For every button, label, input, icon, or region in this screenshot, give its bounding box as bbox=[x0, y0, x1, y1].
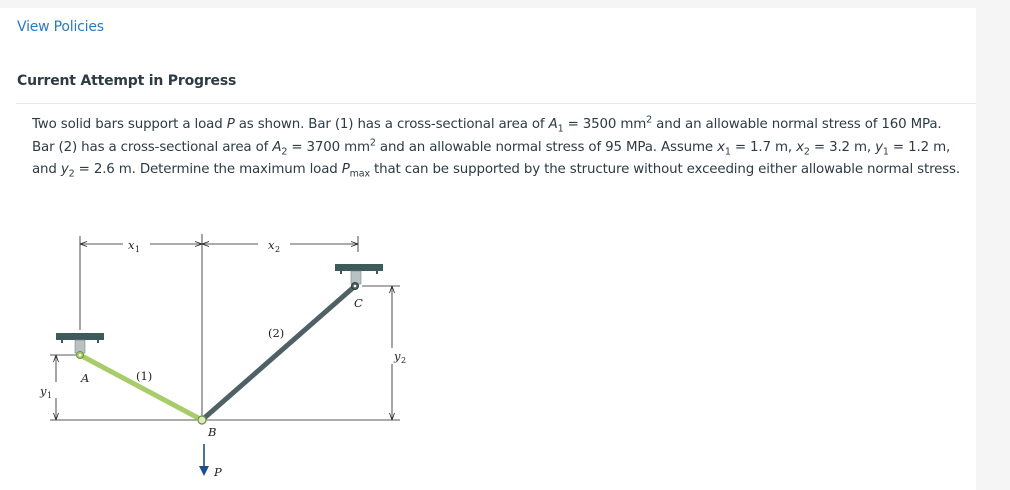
x2-label: x bbox=[268, 238, 275, 252]
joint-b bbox=[198, 416, 206, 424]
y1-label: y bbox=[40, 384, 47, 398]
structure-diagram bbox=[28, 230, 418, 490]
current-attempt-heading: Current Attempt in Progress bbox=[17, 73, 237, 89]
load-p-label: P bbox=[214, 465, 222, 479]
question-text: Two solid bars support a load P as shown. Bar (1) has a cross-sectional area of $A_1 = 3500$ $mm^2$ and an allowable normal stress of 160 MPa. Bar (2) has a cross-sectional area of $A_2 = 3700$ $mm^2$ and an allowable normal stress of 95 MPa. Assume $x_1 = 1.7$ m, $x_2 = 3.2$ m, $y_1 = 1.2$ m, and $y_2 = 2.6$ m. Determine the maximum load $P_{max}$ that can be supported by the structure without exceeding either allowable normal stress. bbox=[32, 114, 960, 180]
point-c-label: C bbox=[354, 296, 363, 310]
x2-subscript: 2 bbox=[275, 245, 281, 254]
x-dimension bbox=[80, 234, 358, 420]
y1-subscript: 1 bbox=[47, 391, 53, 400]
view-policies-link[interactable]: View Policies bbox=[17, 19, 104, 35]
x1-label: x bbox=[128, 238, 135, 252]
y2-label: y bbox=[394, 349, 401, 363]
bar-2-label: (2) bbox=[268, 326, 285, 340]
point-a-label: A bbox=[81, 371, 90, 385]
bar-1 bbox=[80, 355, 202, 420]
x1-subscript: 1 bbox=[135, 245, 141, 254]
y2-subscript: 2 bbox=[401, 356, 407, 365]
question-panel bbox=[0, 8, 976, 490]
bar-1-label: (1) bbox=[136, 369, 153, 383]
bar-2 bbox=[202, 286, 355, 420]
load-arrow bbox=[199, 444, 209, 476]
y2-dimension bbox=[204, 286, 400, 420]
divider bbox=[16, 103, 976, 104]
point-b-label: B bbox=[208, 425, 217, 439]
